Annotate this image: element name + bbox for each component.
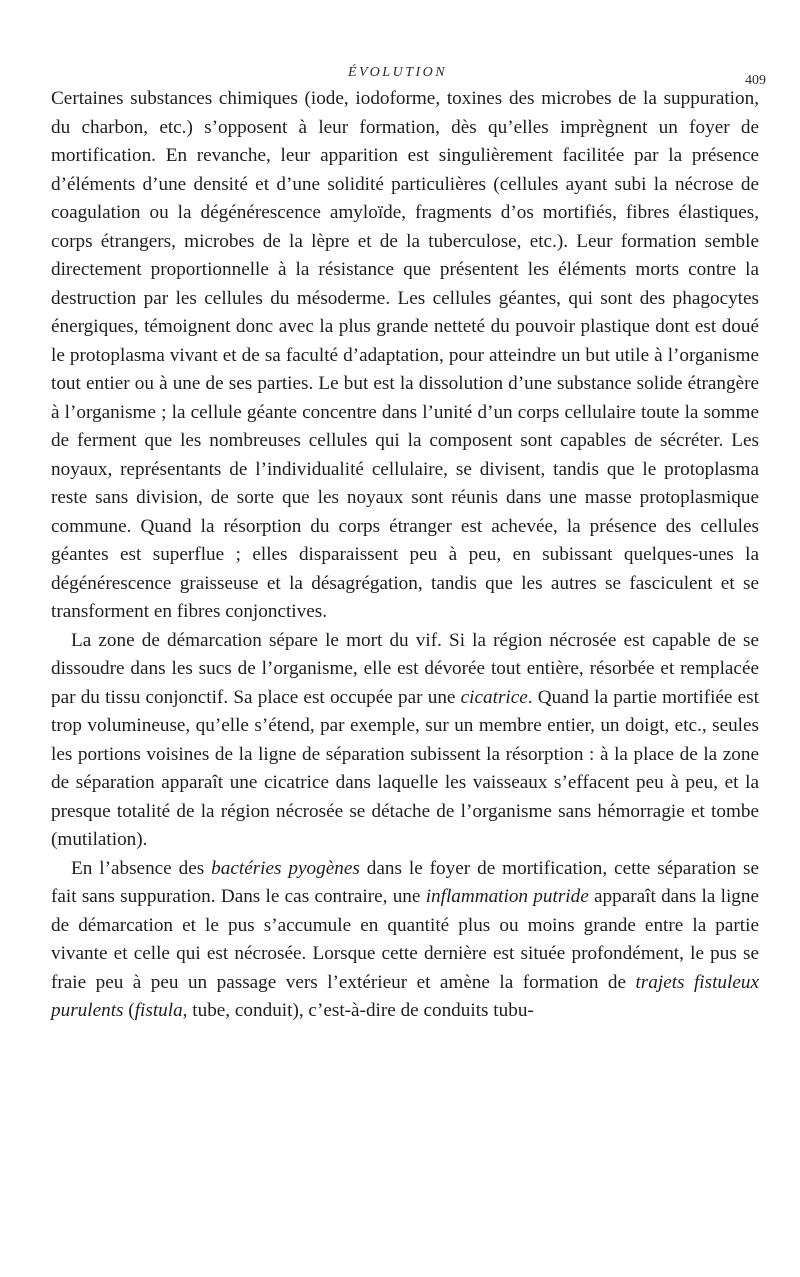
paragraph-text: , tube, conduit), c’est-à-dire de conduits tubu- [182,1000,534,1021]
paragraph-pyogenic-bacteria [51,855,759,1026]
paragraph-text: En l’absence des [71,857,212,879]
paragraph-text: apparaît dans la ligne de démarcation et le pus s’accumule en quantité plus ou moins grande entre la partie vivante et celle qui est nécrosée. Lorsque cette dernière est située profondément, le pus se fraie peu à peu un passage vers l’extérieur et amène la formation de [51,886,760,993]
paragraph-text: dans le foyer de mortification, cette séparation se fait sans suppuration. Dans le cas contraire, une [51,857,759,907]
body-text [51,85,759,1026]
paragraph-giant-cells [51,85,759,627]
paragraph-demarcation-zone [51,627,759,855]
italic-term-bacteries-pyogenes: bactéries pyogènes [211,857,360,879]
paragraph-text: Certaines substances chimiques (iode, iodoforme, toxines des microbes de la suppuration, du charbon, etc.) s’opposent à leur formation, dès qu’elles imprègnent un foyer de mortification. En revanche, leur apparition est singulièrement facilitée par la présence d’éléments d’une densité et d’une solidité particulières (cellules ayant subi la nécrose de coagulation ou la dégénérescence amyloïde, fragments d’os mortifiés, fibres élastiques, corps étrangers, microbes de la lèpre et de la tuberculose, etc.). Leur formation semble directement proportionnelle à la résistance que présentent les éléments morts contre la destruction par les cellules du mésoderme. Les cellules géantes, qui sont des phagocytes énergiques, témoignent donc avec la plus grande netteté du pouvoir plastique dont est doué le protoplasma vivant et de sa faculté d’adaptation, pour atteindre un but utile à l’organisme tout entier ou à une de ses parties. Le but est la dissolution d’une substance solide étrangère à l’organisme ; la cellule géante concentre dans l’unité d’un corps cellulaire toute la somme de ferment que les nombreuses cellules qui la composent sont capables de sécréter. Les noyaux, représentants de l’individualité cellulaire, se divisent, tandis que le protoplasma reste sans division, de sorte que les noyaux sont réunis dans une masse protoplasmique commune. Quand la résorption du corps étranger est achevée, la présence des cellules géantes est superflue ; elles disparaissent peu à peu, en subissant quelques-unes la dégénérescence graisseuse et la désagrégation, tandis que les autres se fasciculent et se transforment en fibres conjonctives. [51,88,759,622]
italic-term-fistula: fistula [134,1000,183,1021]
running-header [0,65,800,88]
italic-term-cicatrice: cicatrice [460,686,528,708]
paragraph-text: . Quand la partie mortifiée est trop volumineuse, qu’elle s’étend, par exemple, sur un membre entier, un doigt, etc., seules les portions voisines de la ligne de séparation subissent la résorption : à la place de la zone de séparation apparaît une cicatrice dans laquelle les vaisseaux s’effacent peu à peu, et la presque totalité de la région nécrosée se détache de l’organisme sans hémorragie et tombe (mutilation). [51,686,759,850]
page-number: 409 [745,73,766,88]
paragraph-text: La zone de démarcation sépare le mort du vif. Si la région nécrosée est capable de se dissoudre dans les sucs de l’organisme, elle est dévorée tout entière, résorbée et remplacée par du tissu conjonctif. Sa place est occupée par une [51,629,759,708]
italic-term-inflammation-putride: inflammation putride [425,886,589,907]
paragraph-text: ( [123,1000,135,1021]
italic-term-trajets-fistuleux: trajets fistuleux purulents [51,971,759,1021]
running-title: ÉVOLUTION [348,65,448,80]
